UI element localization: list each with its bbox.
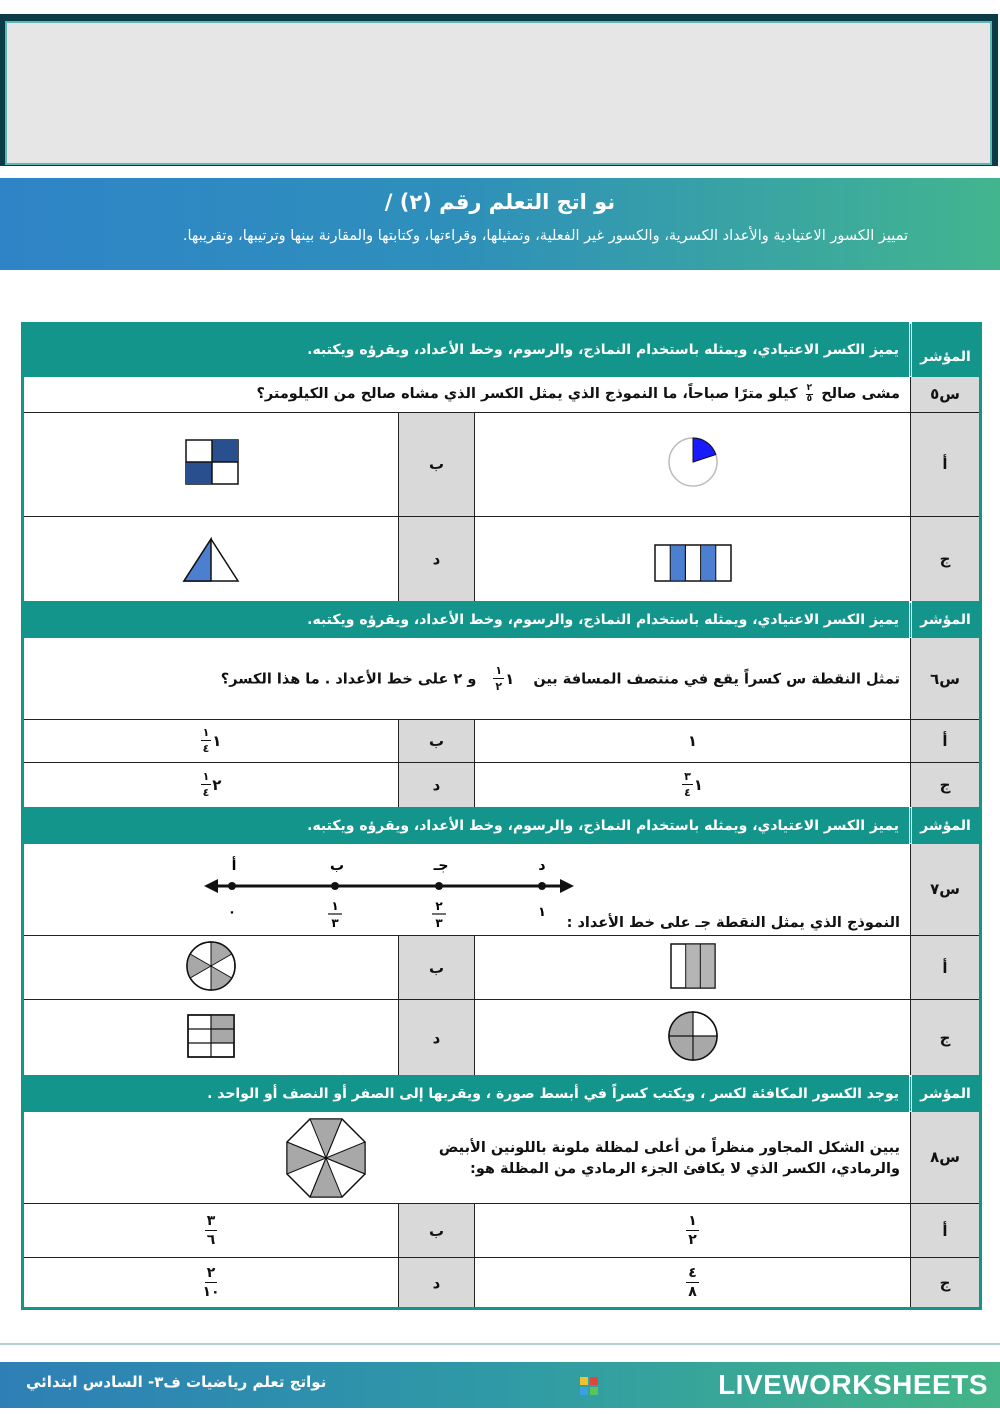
option-label-a: أ: [911, 720, 981, 762]
point-label-b: ب: [329, 857, 345, 874]
indicator-row: [23, 1077, 981, 1111]
option-a[interactable]: [475, 412, 911, 516]
option-label-b: ب: [399, 935, 475, 1000]
q6-opt-d-value: [201, 771, 222, 798]
point-label-a: أ: [231, 857, 237, 874]
circle-sixths-model-icon: [184, 939, 238, 993]
indicator-text: يميز الكسر الاعتيادي، ويمثله باستخدام النماذج، والرسوم، وخط الأعداد، ويقرؤه ويكتبه.: [23, 324, 911, 376]
q8-opt-b-den: ٦: [206, 1232, 216, 1249]
liveworksheets-logo-icon: [580, 1377, 598, 1395]
q8-opt-d-num: ٢: [206, 1265, 216, 1282]
q5-frac-den: ٥: [806, 394, 813, 405]
footer-divider: [0, 1343, 1000, 1345]
q8-text: [439, 1138, 900, 1180]
point-c: [435, 882, 443, 890]
question-text: [23, 1111, 911, 1204]
indicator-label: المؤشر: [911, 808, 981, 842]
tick-label-0: ٠: [228, 904, 236, 920]
question-number: س٨: [911, 1111, 981, 1204]
indicator-label: المؤشر: [911, 1077, 981, 1111]
q6-opt-b-num: ١: [202, 726, 210, 740]
q6-mixed-whole: ١: [505, 669, 515, 688]
indicator-label: المؤشر: [911, 324, 981, 376]
q6-opt-c-whole: ١: [693, 775, 703, 794]
option-c[interactable]: [475, 1000, 911, 1077]
option-label-c: ج: [911, 762, 981, 808]
option-d[interactable]: [23, 1000, 399, 1077]
question-number: س٦: [911, 637, 981, 720]
q6-opt-d-whole: ٢: [212, 775, 222, 794]
tick-label-2-den: ٣: [435, 915, 443, 930]
answer-box[interactable]: [5, 21, 992, 165]
indicator-label: المؤشر: [911, 603, 981, 637]
option-row: [23, 762, 981, 808]
q7-text: النموذج الذي يمثل النقطة جـ على خط الأعداد :: [566, 914, 900, 931]
option-d[interactable]: [23, 1258, 399, 1309]
option-label-c: ج: [911, 1258, 981, 1309]
question-text: [23, 843, 911, 936]
q6-opt-a-value: ١: [687, 732, 698, 751]
option-label-d: د: [399, 1000, 475, 1077]
question-number: س٥: [911, 376, 981, 412]
q6-text-before: تمثل النقطة س كسراً يقع في منتصف المسافة بين: [533, 671, 900, 688]
option-label-a: أ: [911, 412, 981, 516]
q5-frac-num: ٢: [806, 383, 813, 394]
q5-text-after: كيلو مترًا صباحاً، ما النموذج الذي يمثل الكسر الذي مشاه صالح من الكيلومتر؟: [256, 386, 798, 403]
triangle-half-model-icon: [181, 537, 241, 583]
indicator-text: يوجد الكسور المكافئة لكسر ، ويكتب كسراً في أبسط صورة ، ويقربها إلى الصفر أو النصف أو الواحد .: [23, 1077, 911, 1111]
banner-subtitle: تمييز الكسور الاعتيادية والأعداد الكسرية، والكسور غير الفعلية، وتمثيلها، وقراءتها، وكتابتها والمقارنة بينها وترتيبها، وتقريبها.: [182, 228, 908, 244]
point-label-c: جـ: [433, 857, 449, 874]
q6-opt-b-frac: [201, 727, 212, 754]
footer-text: نواتج تعلم رياضيات ف٣- السادس ابتدائي: [26, 1373, 327, 1391]
option-row: [23, 1258, 981, 1309]
option-d[interactable]: [23, 762, 399, 808]
option-row: [23, 1204, 981, 1258]
option-c[interactable]: [475, 1258, 911, 1309]
option-row: [23, 516, 981, 603]
q8-opt-a-num: ١: [688, 1213, 697, 1230]
circle-sector-model-icon: [663, 432, 723, 492]
question-row: [23, 843, 981, 936]
question-row: [23, 637, 981, 720]
option-label-c: ج: [911, 1000, 981, 1077]
banner-title: نو اتج التعلم رقم (٢) /: [384, 190, 616, 214]
option-b[interactable]: [23, 935, 399, 1000]
tick-label-1-den: ٣: [331, 915, 339, 930]
q6-mixed-num: ١: [495, 664, 503, 678]
q6-opt-c-den: ٤: [684, 786, 691, 800]
square-quarters-model-icon: [181, 437, 241, 487]
indicator-text: يميز الكسر الاعتيادي، ويمثله باستخدام النماذج، والرسوم، وخط الأعداد، ويقرؤه ويكتبه.: [23, 603, 911, 637]
q8-line2: والرمادي، الكسر الذي لا يكافئ الجزء الرمادي من المظلة هو:: [470, 1160, 900, 1177]
option-row: [23, 412, 981, 516]
tick-label-2-num: ٢: [435, 898, 443, 913]
option-row: [23, 935, 981, 1000]
option-b[interactable]: [23, 720, 399, 762]
q6-opt-d-num: ١: [202, 770, 210, 784]
option-d[interactable]: [23, 516, 399, 603]
tick-label-3: ١: [538, 904, 546, 920]
q8-line1: يبين الشكل المجاور منظراً من أعلى لمظلة ملونة باللونين الأبيض: [438, 1139, 900, 1156]
indicator-text: يميز الكسر الاعتيادي، ويمثله باستخدام النماذج، والرسوم، وخط الأعداد، ويقرؤه ويكتبه.: [23, 808, 911, 842]
q8-opt-d-den: ١٠: [202, 1284, 220, 1301]
q6-opt-d-den: ٤: [202, 786, 210, 800]
q6-opt-c-value: [682, 771, 703, 798]
umbrella-octagon-icon: [284, 1116, 368, 1200]
question-text: [23, 637, 911, 720]
question-number: س٧: [911, 843, 981, 936]
option-c[interactable]: [475, 762, 911, 808]
option-a[interactable]: [475, 935, 911, 1000]
option-row: [23, 1000, 981, 1077]
question-row: [23, 1111, 981, 1204]
option-row: [23, 720, 981, 762]
brand-name[interactable]: LIVEWORKSHEETS: [718, 1369, 988, 1400]
number-line: [202, 846, 582, 932]
q6-mixed-number: [493, 665, 514, 692]
q8-opt-b-num: ٣: [206, 1213, 216, 1230]
q8-opt-d-frac: [202, 1266, 219, 1299]
q8-opt-c-num: ٤: [688, 1265, 697, 1282]
q8-opt-b-frac: [205, 1214, 218, 1247]
strip-fifths-model-icon: [653, 543, 733, 583]
option-b[interactable]: [23, 412, 399, 516]
indicator-row: [23, 808, 981, 842]
q6-opt-c-frac: [682, 771, 693, 798]
option-label-b: ب: [399, 720, 475, 762]
footer: [0, 1362, 1000, 1408]
question-row: [23, 376, 981, 412]
option-label-a: أ: [911, 935, 981, 1000]
q6-text-after: و ٢ على خط الأعداد . ما هذا الكسر؟: [220, 671, 477, 688]
tick-label-1-num: ١: [331, 898, 339, 913]
q6-mixed-frac: [493, 665, 504, 692]
indicator-row: [23, 603, 981, 637]
option-label-d: د: [399, 762, 475, 808]
option-label-a: أ: [911, 1204, 981, 1258]
q8-opt-c-den: ٨: [688, 1284, 697, 1301]
circle-quarters-model-icon: [666, 1009, 720, 1063]
option-label-c: ج: [911, 516, 981, 603]
option-label-b: ب: [399, 412, 475, 516]
grid-sixths-model-icon: [185, 1012, 237, 1060]
banner: [0, 178, 1000, 270]
option-a[interactable]: [475, 720, 911, 762]
q8-opt-c-frac: [686, 1266, 699, 1299]
rectangle-thirds-model-icon: [668, 941, 718, 991]
question-text: [23, 376, 911, 412]
point-b: [331, 882, 339, 890]
point-label-d: د: [538, 857, 546, 874]
questions-table: [21, 322, 982, 1310]
q6-mixed-den: ٢: [495, 680, 503, 694]
q5-fraction: [806, 384, 814, 404]
point-a: [228, 882, 236, 890]
point-d: [538, 882, 546, 890]
q6-opt-d-frac: [201, 771, 212, 798]
option-label-b: ب: [399, 1204, 475, 1258]
option-c[interactable]: [475, 516, 911, 603]
q6-opt-c-num: ٣: [684, 770, 691, 784]
q8-opt-a-den: ٢: [688, 1232, 697, 1249]
indicator-row: [23, 324, 981, 376]
option-label-d: د: [399, 1258, 475, 1309]
q6-opt-b-whole: ١: [212, 731, 222, 750]
option-label-d: د: [399, 516, 475, 603]
q6-opt-b-value: [201, 727, 222, 754]
option-b[interactable]: [23, 1204, 399, 1258]
q6-opt-b-den: ٤: [202, 742, 210, 756]
q8-opt-a-frac: [686, 1214, 699, 1247]
q5-text-before: مشى صالح: [821, 386, 900, 403]
option-a[interactable]: [475, 1204, 911, 1258]
